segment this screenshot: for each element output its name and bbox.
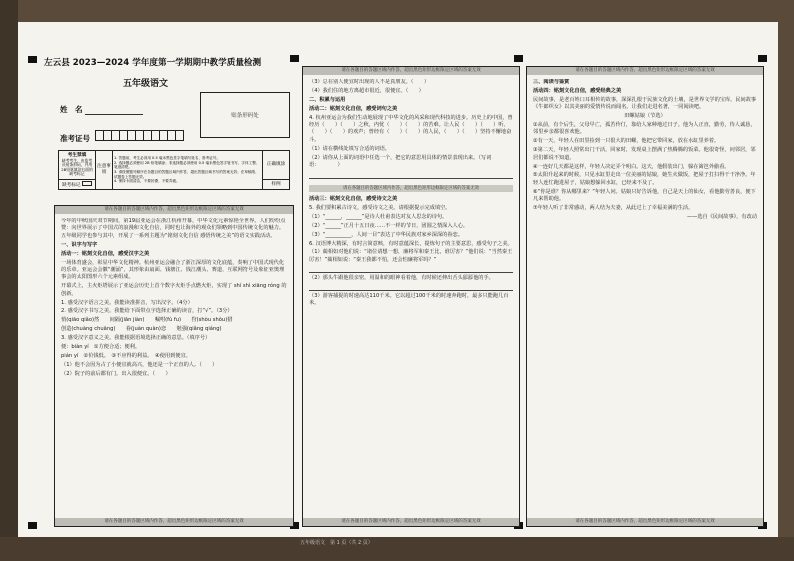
question-2-items[interactable]: 创造(chuàng chuāng) 眷(juàn quàn)恋 勉强(qiǎng qiáng) — [61, 326, 222, 333]
activity-heading: 活动二：铭刻文化自信，感受词句之美 — [309, 105, 398, 112]
photo-edge-left — [0, 0, 18, 561]
violation-checkbox[interactable] — [82, 181, 92, 186]
question-3c[interactable]: （3）总在别人便宜时出现的人不是真朋友。（ ） — [309, 79, 430, 85]
photo-edge-bottom — [0, 537, 794, 561]
paragraph: 开幕式上，主火炬塔展示了亚运会历史上首个数字火炬手点燃火炬，实现了 shí shì xiāng róng 的创新。 — [61, 283, 287, 297]
section-heading: 三、阅读与鉴赏 — [533, 79, 570, 85]
question-5b[interactable]: （2）“______”正月十五日夜……不一样的节日，团圆之情深入人心。 — [309, 222, 469, 229]
question-6b: （2）那头牛跟他很亲密，用温和的眼神看着他，有时候还伸出舌头舔舔他的手。 — [309, 274, 494, 281]
frame-content-2 — [309, 79, 513, 514]
question-6a: （1）蔺相如对他们说：“诸位请想一想，廉将军和秦王比，谁厉害？”他们说：“当然秦王厉害！”蔺相如说：“秦王我都不怕，还会怕廉将军吗？” — [309, 249, 513, 263]
answer-line[interactable] — [309, 284, 513, 291]
name-field[interactable] — [85, 106, 143, 115]
passage-paragraph: ⑤太阳升起来的时候，只见水缸里走出一位美丽的姑娘，她生火做饭，把屋子打扫得干干净净。年轻人连忙跑进屋子，姑娘想躲回水缸，已经来不及了。 — [533, 172, 756, 186]
frame-head-2: 请在各题目的答题区域内作答，超出黑色矩形边框限定区域的答案无效 — [303, 67, 519, 75]
sample-mark: 样例 — [263, 180, 290, 190]
exam-title: 左云县 2023—2024 学年度第一学期期中教学质量检测 — [44, 58, 262, 68]
notice-table — [58, 150, 290, 190]
question-2-items[interactable]: 悄(qiāo qiǎo)然 间隔(jiān jiàn) 嘱咐(fù fu) 狩(shòu shǒu)猎 — [61, 317, 233, 324]
answer-frame-3 — [526, 66, 764, 527]
question-4[interactable]: 4. 杭州亚运会为我们生动地展现了中华文化的风采和现代科技的进步。历史上的中国，曾经历（ ）（ ）之秋，内忧（ ）（ ）的苦难。让人民（ ）（ ）听、（ ）（ ）的欢声；曾经有（ ）（ ）的人民，（ ）（ ）坚持不懈地奋斗。 — [309, 114, 513, 143]
question-2: 2. 感受汉字书写之美。我能给下面带点字选择正确的读音，打“√”。（3分） — [61, 308, 233, 315]
barcode-label: 贴条形码处 — [231, 113, 259, 119]
registration-mark — [28, 522, 37, 529]
exam-no-boxes[interactable] — [95, 134, 183, 143]
page-footer: 五年级语文 第 1 页（共 2 页） — [300, 540, 373, 546]
question-4a: （1）请在横线处填写合适的词语。 — [309, 145, 391, 152]
notice-left: 考生禁填 缺考考生，由监考员贴条形码，并用2B铅笔填涂右面的缺考标记 — [59, 151, 96, 180]
activity-heading: 活动四：铭刻文化自信，感受经典之美 — [533, 87, 622, 94]
passage-paragraph: ⑦年轻人听了非常感动，两人结为夫妻，从此过上了幸福美满的生活。 — [533, 205, 694, 212]
exam-no-row — [60, 130, 183, 144]
question-3d[interactable]: （4）我们住的地方离超市很近，很便宜。（ ） — [309, 87, 424, 94]
reading-intro: 民间故事，是老百姓口耳相传的故事，深深扎根于民族文化的土壤，是世界文学的宝库。民间故事《牛郎织女》以其美丽的爱情传说而闻名。让我们走进名著，一同阅读吧。 — [533, 96, 757, 111]
frame-content-1 — [61, 218, 287, 514]
passage-source: ——选自《民间故事》，有改动 — [686, 214, 757, 220]
barcode-area — [200, 92, 290, 138]
subject-title: 五年级语文 — [123, 79, 169, 89]
activity-heading: 活动三：铭刻文化自信，感受诗文之美 — [309, 195, 398, 202]
name-label: 姓 名 — [60, 105, 83, 114]
question-4b[interactable]: （2）请你从上面的词语中任选一个，把它的意思用具体的情景表现出来。（写词语： ） — [309, 154, 492, 169]
name-row — [60, 104, 143, 115]
answer-frame-2 — [302, 66, 520, 527]
question-6c: （3）游客捕捉的时速高达110千米。它以超过100千米的时速奔跑时，最多只能跑几百米。 — [309, 292, 509, 307]
question-3-options: pián yí ②价钱低。 ③不应得的利益。 ④使用到便宜。 — [61, 353, 191, 359]
question-5c[interactable]: （3）“__________，人间一目”表达了中华民族对家乡深深的眷恋。 — [309, 231, 463, 238]
passage-paragraph: ①从前，有个后生，父母早亡，孤苦伶仃，靠给人家种地过日子。他为人正直，勤劳，待人诚恳，邻里乡亲都很喜欢他。 — [533, 122, 756, 136]
activity-heading: 活动一：铭刻文化自信，感受汉字之美 — [61, 250, 150, 257]
notice-heading: 注意事项 — [96, 151, 113, 190]
answer-line[interactable] — [309, 266, 513, 273]
frame-foot-3: 请在各题目的答题区域内作答，超出黑色矩形边框限定区域的答案无效 — [527, 518, 763, 526]
question-6: 6. 汉语博大精深，有时言简意赅，有时意蕴深长，提炼句子的主要意思，感受句子之美。 — [309, 240, 513, 247]
frame-head-1: 请在各题目的答题区域内作答，超出黑色矩形边框限定区域的答案无效 — [55, 206, 293, 214]
passage-paragraph: ②有一天，年轻人在田里捡到一只很大的田螺，他把它带回家，放在水缸里养着。 — [533, 138, 720, 145]
question-5a[interactable]: （1）“______，______”是诗人杜甫表达对友人思念的诗句。 — [309, 213, 448, 220]
frame-content-3 — [533, 79, 757, 514]
answer-sheet — [18, 22, 778, 537]
notice-rules: 1. 答题前，考生必须用 0.5 毫米黑色签字笔填写姓名、准考证号。 2. 选择题必须使用 2B 铅笔填涂；非选择题必须使用 0.5 毫米黑色签字笔书写，字体工整、笔迹清楚。 3. 请按照题号顺序在各题目的答题区域内作答，超出答题区域书写的答案无效；在草稿纸、试题卷上答题无效。 4. 保持卡面清洁，不要折叠、不要弄破。 — [113, 151, 263, 190]
section-heading: 一、识字与写字 — [61, 241, 98, 248]
question-1: 1. 感受汉字语言之美。我能读准拼音，写出汉字。（4分） — [61, 299, 193, 306]
question-3a[interactable]: （1）他不会因为占了小便宜就高兴，他还是一个正直的人。（ ） — [61, 361, 218, 368]
answer-line[interactable] — [309, 171, 513, 179]
sample-label: 正确填涂 — [263, 151, 290, 180]
question-3-word: 便：biàn yí ①方便合适；便利。 — [61, 344, 141, 351]
passage-intro: 今年的中秋国庆双节期间，第19届亚运会在浙江杭州开幕，中华文化元素惊艳全世界。人们纷纷点赞：向世界展示了中国式的浪漫和文化自信，同时也让海外的观众们领略到中国传统文化的魅力。五年级同学也参与其中，开展了一系列主题为“铭刻文化自信 感悟传统之美”的语文实践活动。 — [61, 218, 286, 239]
passage-paragraph: ⑥“你是谁？你从哪里来？”年轻人问。姑娘只好告诉他，自己是天上的仙女，看他勤劳善良，便下凡来帮助他。 — [533, 188, 756, 203]
question-3b[interactable]: （2）院子的前后都有门，出入很便宜。（ ） — [61, 370, 171, 377]
registration-mark — [514, 55, 523, 62]
registration-mark — [758, 55, 767, 62]
question-5: 5. 我们要积累古诗文，感受诗文之美。请根据提示完成填空。 — [309, 204, 451, 211]
question-3: 3. 感受汉字意义之美。我能根据语境选择正确的意思。（填序号） — [61, 335, 211, 342]
paragraph: 一场体育盛会，彰显中华文化精神。杭州亚运会融合了浙江深厚的文化底蕴，奏响了中国式现代化的乐章。亚运会会徽“潮涌”，其形象由扇面、钱塘江、钱江潮头、赛道、互联网符号及象征亚奥理事会的太阳图形六个元素组成。 — [61, 259, 285, 281]
passage-paragraph: ④一连好几天都是这样，年轻人决定弄个明白。这天，他假装出门，躲在篱笆外偷看。 — [533, 163, 730, 170]
section-heading: 二、积累与运用 — [309, 96, 346, 103]
passage-paragraph: ③第二天，年轻人照常出门干活，回家时，发现桌上摆满了热腾腾的饭菜。他很奇怪，问邻居，邻居们都说不知道。 — [533, 147, 756, 161]
registration-mark — [28, 56, 37, 63]
registration-mark — [290, 55, 299, 62]
passage-title: 田螺姑娘（节选） — [624, 113, 666, 120]
answer-frame-1 — [54, 205, 294, 527]
violation-cell[interactable]: 缺考标记 — [59, 180, 96, 190]
frame-foot-2: 请在各题目的答题区域内作答，超出黑色矩形边框限定区域的答案无效 — [303, 518, 519, 526]
exam-no-label: 准考证号 — [60, 134, 90, 143]
frame-head-3: 请在各题目的答题区域内作答，超出黑色矩形边框限定区域的答案无效 — [527, 67, 763, 75]
seal-bar: 请在各题目的答题区域内作答，超出黑色矩形边框限定区域的答案无效 — [309, 185, 513, 192]
frame-foot-1: 请在各题目的答题区域内作答，超出黑色矩形边框限定区域的答案无效 — [55, 518, 293, 526]
